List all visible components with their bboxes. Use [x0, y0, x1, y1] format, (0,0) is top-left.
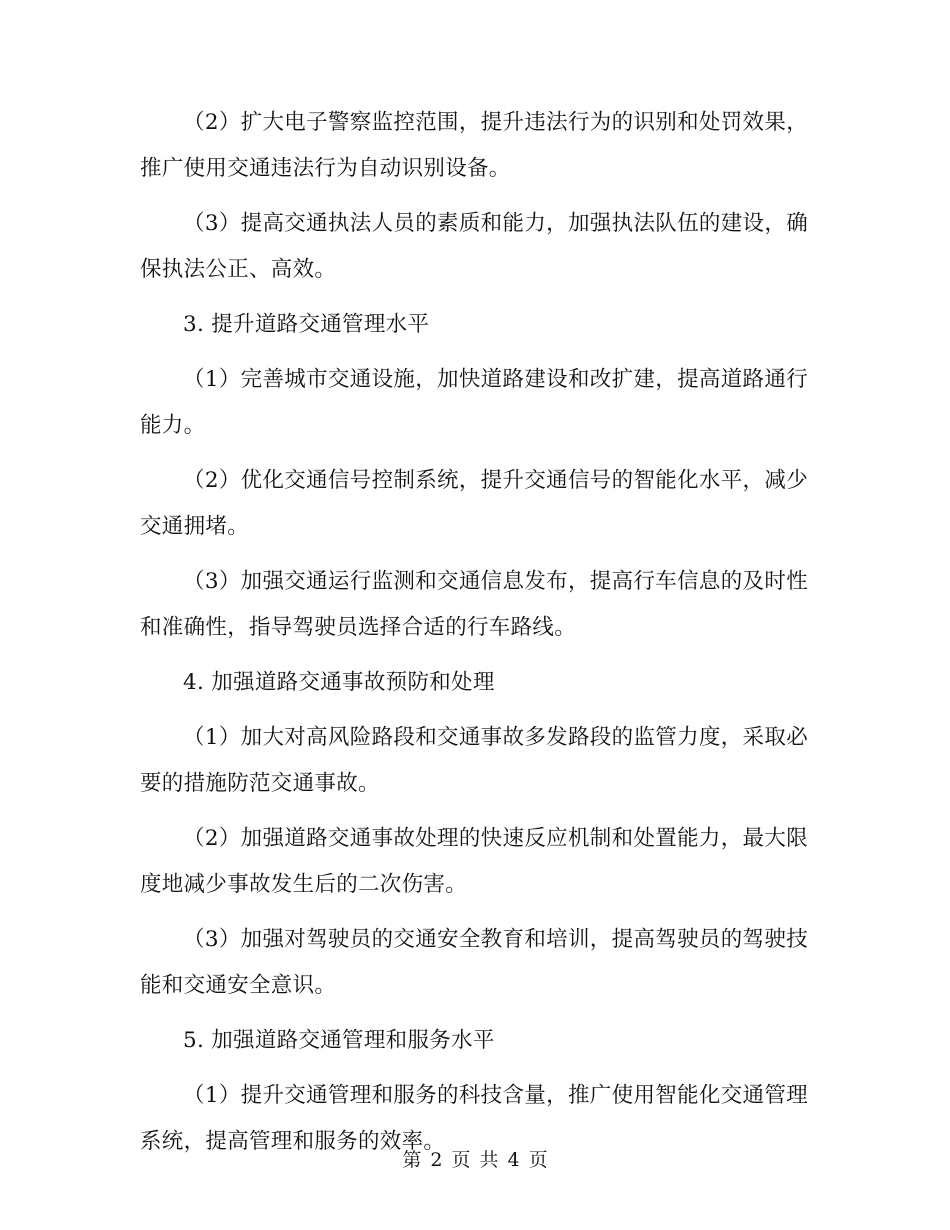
- paragraph-item-3-enforcement-staff: （3）提高交通执法人员的素质和能力，加强执法队伍的建设，确保执法公正、高效。: [140, 211, 808, 282]
- paragraph-item-1-smart-management: （1）提升交通管理和服务的科技含量，推广使用智能化交通管理系统，提高管理和服务的效率。: [140, 1083, 808, 1154]
- paragraph-item-3-driver-education: （3）加强对驾驶员的交通安全教育和培训，提高驾驶员的驾驶技能和交通安全意识。: [140, 927, 808, 998]
- paragraph-item-2-signal-control: （2）优化交通信号控制系统，提升交通信号的智能化水平，减少交通拥堵。: [140, 468, 808, 539]
- section-heading-4: 4. 加强道路交通事故预防和处理: [183, 670, 495, 695]
- section-heading-3: 3. 提升道路交通管理水平: [183, 312, 430, 337]
- paragraph-item-1-traffic-facilities: （1）完善城市交通设施，加快道路建设和改扩建，提高道路通行能力。: [140, 367, 808, 438]
- paragraph-item-1-high-risk-roads: （1）加大对高风险路段和交通事故多发路段的监管力度，采取必要的措施防范交通事故。: [140, 725, 808, 796]
- paragraph-item-2-accident-response: （2）加强道路交通事故处理的快速反应机制和处置能力，最大限度地减少事故发生后的二次伤害。: [140, 826, 808, 897]
- paragraph-item-3-traffic-information: （3）加强交通运行监测和交通信息发布，提高行车信息的及时性和准确性，指导驾驶员选择合适的行车路线。: [140, 569, 808, 640]
- paragraph-item-2-expand-monitoring: （2）扩大电子警察监控范围，提升违法行为的识别和处罚效果，推广使用交通违法行为自动识别设备。: [140, 110, 808, 181]
- page-number-footer: 第 2 页 共 4 页: [402, 1149, 548, 1171]
- document-body: [140, 100, 808, 1174]
- section-heading-5: 5. 加强道路交通管理和服务水平: [183, 1028, 495, 1053]
